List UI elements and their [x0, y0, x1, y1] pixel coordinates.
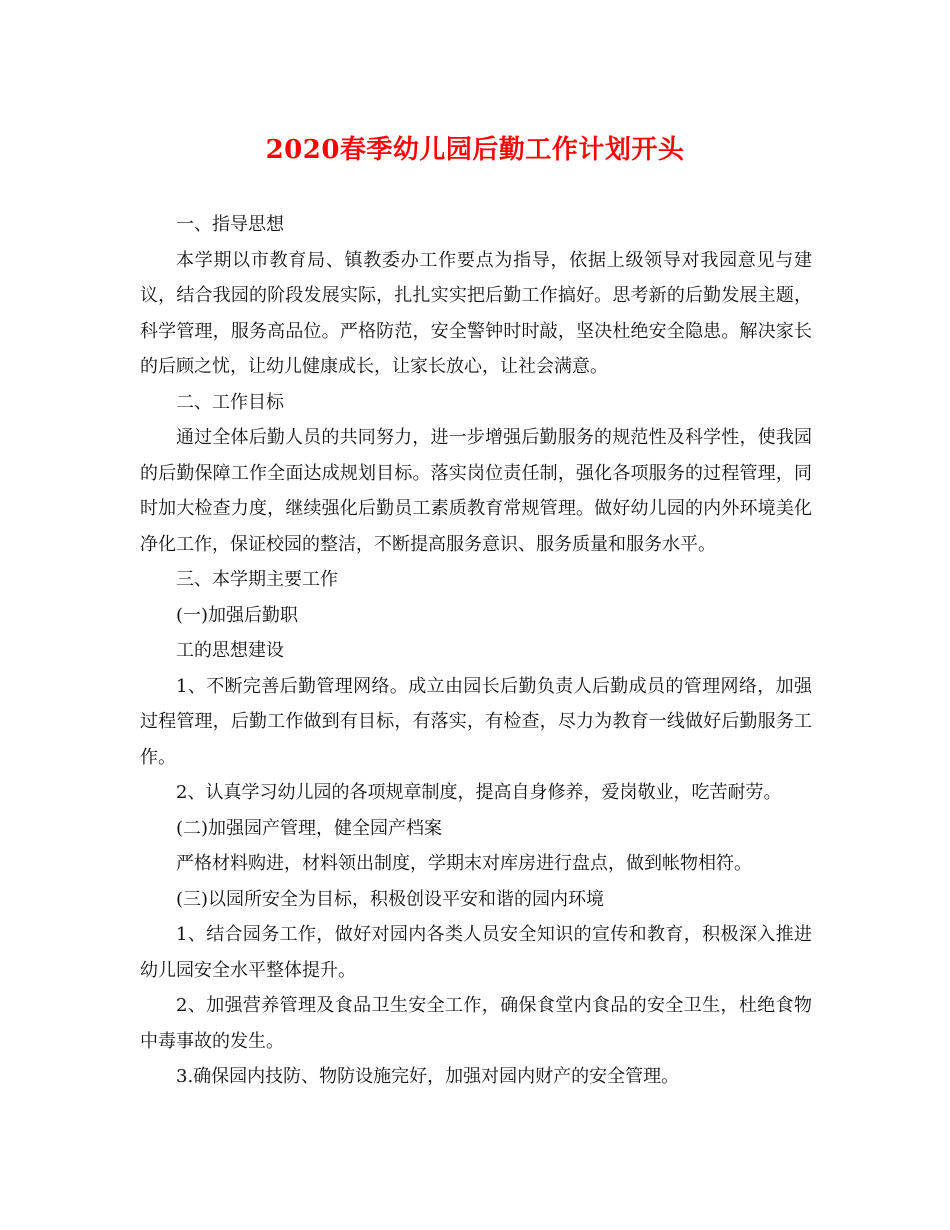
section-heading-work-goals: 二、工作目标	[176, 391, 284, 413]
subheading-safety: (三)以园所安全为目标，积极创设平安和谐的园内环境	[176, 888, 605, 910]
document-body	[140, 207, 812, 1095]
subheading-staff-part2: 工的思想建设	[176, 640, 284, 661]
paragraph-work-goals: 通过全体后勤人员的共同努力，进一步增强后勤服务的规范性及科学性，使我园的后勤保障工作全面达成规划目标。落实岗位责任制，强化各项服务的过程管理，同时加大检查力度，继续强化后勤员工素质教育常规管理。做好幼儿园的内外环境美化净化工作，保证校园的整洁，不断提高服务意识、服务质量和服务水平。	[140, 427, 812, 555]
paragraph-item-2-rules: 2、认真学习幼儿园的各项规章制度，提高自身修养，爱岗敬业，吃苦耐劳。	[176, 782, 782, 803]
subheading-asset-management: (二)加强园产管理，健全园产档案	[176, 817, 443, 839]
paragraph-item-1-network: 1、不断完善后勤管理网络。成立由园长后勤负责人后勤成员的管理网络，加强过程管理，后勤工作做到有目标，有落实，有检查，尽力为教育一线做好后勤服务工作。	[140, 675, 812, 768]
paragraph-guiding-thought: 本学期以市教育局、镇教委办工作要点为指导，依据上级领导对我园意见与建议，结合我园的阶段发展实际，扎扎实实把后勤工作搞好。思考新的后勤发展主题，科学管理，服务高品位。严格防范，安全警钟时时敲，坚决杜绝安全隐患。解决家长的后顾之忧，让幼儿健康成长，让家长放心，让社会满意。	[140, 249, 812, 377]
paragraph-safety-item-2: 2、加强营养管理及食品卫生安全工作，确保食堂内食品的安全卫生，杜绝食物中毒事故的发生。	[140, 995, 812, 1052]
section-heading-guiding-thought: 一、指导思想	[176, 214, 284, 235]
section-heading-main-work: 三、本学期主要工作	[176, 569, 338, 590]
paragraph-materials: 严格材料购进，材料领出制度，学期末对库房进行盘点，做到帐物相符。	[176, 853, 752, 874]
document-title: 2020春季幼儿园后勤工作计划开头	[265, 135, 685, 165]
subheading-staff-part1: (一)加强后勤职	[176, 604, 299, 626]
paragraph-safety-item-1: 1、结合园务工作，做好对园内各类人员安全知识的宣传和教育，积极深入推进幼儿园安全水平整体提升。	[140, 924, 812, 981]
paragraph-safety-item-3: 3.确保园内技防、物防设施完好，加强对园内财产的安全管理。	[176, 1066, 680, 1087]
